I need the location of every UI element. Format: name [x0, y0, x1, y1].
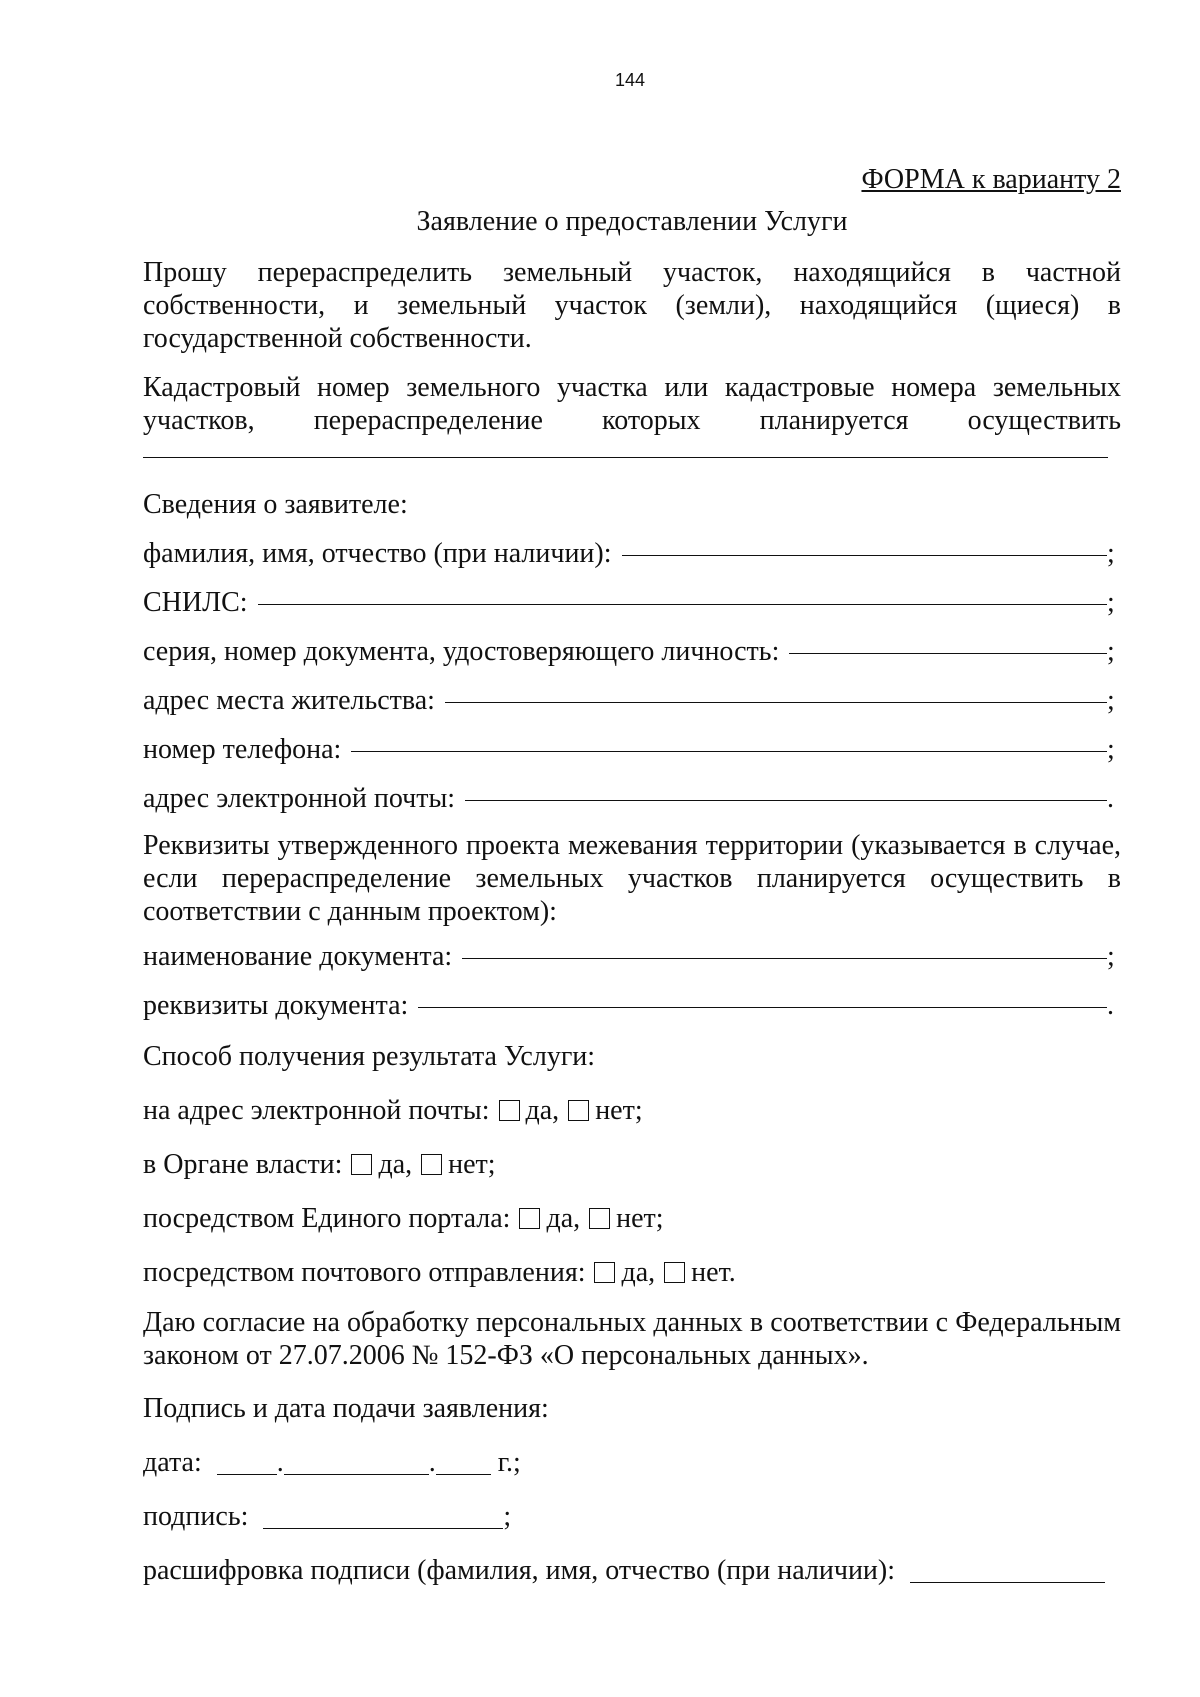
snils-input-line[interactable] [258, 574, 1107, 605]
checkbox-no[interactable] [421, 1154, 442, 1175]
checkbox-yes[interactable] [594, 1262, 615, 1283]
checkbox-no[interactable] [589, 1208, 610, 1229]
field-id-document: серия, номер документа, удостоверяющего личность: ; [143, 627, 1121, 676]
request-line-1: Прошу перераспределить земельный участок, находящийся в частной [143, 257, 1121, 288]
project-line-2: если перераспределение земельных участков планируется осуществить в [143, 863, 1121, 894]
form-title: Заявление о предоставлении Услуги [416, 206, 848, 237]
address-input-line[interactable] [445, 672, 1107, 703]
signature-row: подпись: ; [143, 1501, 512, 1532]
field-label: наименование документа: [143, 941, 453, 972]
checkbox-yes[interactable] [351, 1154, 372, 1175]
application-form [143, 160, 1121, 1598]
option-label: в Органе власти: [143, 1149, 343, 1180]
option-label: посредством Единого портала: [143, 1203, 511, 1234]
checkbox-yes[interactable] [519, 1208, 540, 1229]
full-name-input-line[interactable] [622, 525, 1107, 556]
cadastral-line-1: Кадастровый номер земельного участка или кадастровые номера земельных [143, 372, 1121, 403]
signature-decode-line[interactable] [910, 1556, 1105, 1583]
option-label: посредством почтового отправления: [143, 1257, 586, 1288]
project-line-3: соответствии с данным проектом): [143, 896, 557, 927]
field-document-name: наименование документа: ; [143, 932, 1121, 981]
field-label: фамилия, имя, отчество (при наличии): [143, 538, 612, 569]
form-variant-label: ФОРМА к варианту 2 [861, 164, 1121, 195]
field-address: адрес места жительства: ; [143, 676, 1121, 725]
date-year-line[interactable] [436, 1448, 491, 1475]
applicant-heading: Сведения о заявителе: [143, 489, 408, 520]
option-label: на адрес электронной почты: [143, 1095, 490, 1126]
delivery-option-portal: посредством Единого портала: да, нет; [143, 1203, 664, 1234]
delivery-option-authority: в Органе власти: да, нет; [143, 1149, 496, 1180]
checkbox-no[interactable] [568, 1100, 589, 1121]
field-label: серия, номер документа, удостоверяющего личность: [143, 636, 780, 667]
field-snils: СНИЛС: ; [143, 578, 1121, 627]
document-name-input-line[interactable] [462, 928, 1107, 959]
consent-line-1: Даю согласие на обработку персональных данных в соответствии с Федеральным [143, 1307, 1121, 1338]
signature-decode-row: расшифровка подписи (фамилия, имя, отчество (при наличии): [143, 1544, 1121, 1598]
id-document-input-line[interactable] [789, 623, 1107, 654]
cadastral-line-2: участков, перераспределение которых планируется осуществить [143, 405, 1121, 436]
field-full-name: фамилия, имя, отчество (при наличии): ; [143, 529, 1121, 578]
field-document-details: реквизиты документа: . [143, 981, 1121, 1030]
delivery-heading: Способ получения результата Услуги: [143, 1041, 596, 1072]
signature-heading: Подпись и дата подачи заявления: [143, 1393, 549, 1424]
field-label: реквизиты документа: [143, 990, 409, 1021]
request-line-3: государственной собственности. [143, 323, 532, 354]
delivery-option-email: на адрес электронной почты: да, нет; [143, 1095, 643, 1126]
project-line-1: Реквизиты утвержденного проекта межевания территории (указывается в случае, [143, 830, 1121, 861]
field-label: адрес места жительства: [143, 685, 435, 716]
request-line-2: собственности, и земельный участок (земли), находящийся (щиеся) в [143, 290, 1121, 321]
cadastral-number-field[interactable] [143, 451, 1108, 458]
checkbox-yes[interactable] [499, 1100, 520, 1121]
date-row: дата: . . г.; [143, 1447, 521, 1478]
signature-line[interactable] [263, 1502, 503, 1529]
field-label: СНИЛС: [143, 587, 248, 618]
field-label: номер телефона: [143, 734, 342, 765]
delivery-option-mail: посредством почтового отправления: да, нет. [143, 1257, 736, 1288]
field-label: адрес электронной почты: [143, 783, 456, 814]
field-phone: номер телефона: ; [143, 725, 1121, 774]
consent-line-2: законом от 27.07.2006 № 152-ФЗ «О персональных данных». [143, 1340, 869, 1371]
date-day-line[interactable] [217, 1448, 277, 1475]
checkbox-no[interactable] [664, 1262, 685, 1283]
email-input-line[interactable] [465, 770, 1107, 801]
phone-input-line[interactable] [351, 721, 1107, 752]
field-email: адрес электронной почты: . [143, 774, 1121, 823]
page-number: 144 [614, 70, 646, 90]
document-details-input-line[interactable] [418, 977, 1107, 1008]
date-month-line[interactable] [284, 1448, 429, 1475]
